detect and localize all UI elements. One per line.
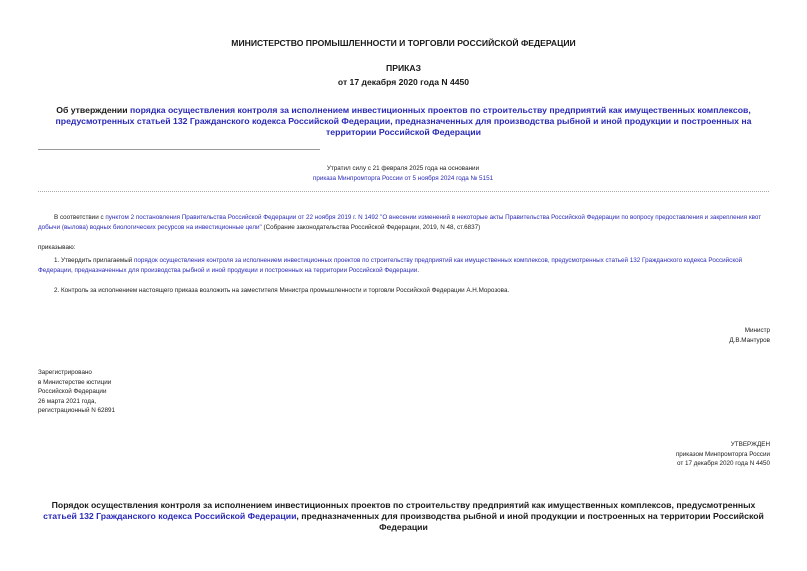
- item-1-paragraph: [38, 256, 770, 275]
- annex-title-part1: Порядок осуществления контроля за исполнением инвестиционных проектов по строительству предприятий как имущественных комплексов, предусмотренных: [51, 500, 756, 510]
- doc-date-number: от 17 декабря 2020 года N 4450: [337, 77, 470, 87]
- signature-name: Д.В.Мантуров: [729, 337, 770, 344]
- registration-line: в Министерстве юстиции: [38, 378, 112, 386]
- registration-line: Зарегистрировано: [38, 369, 92, 376]
- status-link[interactable]: приказа Минпромторга России от 5 ноября 2024 года № 5151: [312, 175, 494, 182]
- preamble-link[interactable]: пунктом 2 постановления Правительства Российской Федерации от 22 ноября 2019 г. N 1492 "О внесении изменений в некоторые акты Правительства Российской Федерации по вопросу предоставления и закрепления квот добычи (вылова) водных биологических ресурсов на инвестиционные цели": [38, 214, 762, 231]
- short-divider: [38, 149, 320, 150]
- order-word: приказываю:: [38, 244, 76, 251]
- ministry-header: МИНИСТЕРСТВО ПРОМЫШЛЕННОСТИ И ТОРГОВЛИ РОССИЙСКОЙ ФЕДЕРАЦИИ: [231, 38, 576, 48]
- signature-position: Министр: [744, 327, 770, 334]
- preamble-paragraph: [38, 213, 770, 232]
- registration-line: Российской Федерации: [38, 388, 107, 396]
- item1-prefix: 1. Утвердить прилагаемый: [54, 257, 135, 264]
- doc-type: ПРИКАЗ: [386, 63, 421, 73]
- approved-block: [540, 440, 770, 469]
- approved-line: от 17 декабря 2020 года N 4450: [676, 460, 770, 468]
- item1-suffix: .: [417, 266, 420, 274]
- annex-title-part2: , предназначенных для производства рыбной и иной продукции и построенных на территории Российской Федерации: [296, 511, 764, 532]
- status-line: Утратил силу с 21 февраля 2025 года на основании: [326, 165, 480, 172]
- annex-title-link[interactable]: статьей 132 Гражданского кодекса Российской Федерации: [43, 511, 297, 521]
- registration-line: регистрационный N 62891: [38, 407, 116, 415]
- approved-line: УТВЕРЖДЕН: [730, 441, 770, 448]
- preamble-suffix: (Собрание законодательства Российской Федерации, 2019, N 48, ст.6837): [261, 223, 481, 231]
- registration-block: [38, 368, 115, 416]
- registration-line: 26 марта 2021 года,: [38, 397, 97, 405]
- title-prefix: Об утверждении: [56, 105, 131, 115]
- item1-link[interactable]: порядок осуществления контроля за исполнением инвестиционных проектов по строительству предприятий как имущественных комплексов, предусмотренных статьей 132 Гражданского кодекса Российской Федерации, предназначенных для производства рыбной и иной продукции и построенных на территории Российской Федерации: [38, 257, 743, 274]
- dotted-divider: [38, 191, 769, 192]
- approved-line: приказом Минпромторга России: [675, 450, 770, 458]
- annex-title: [40, 500, 767, 533]
- title-link[interactable]: порядка осуществления контроля за исполнением инвестиционных проектов по строительству предприятий как имущественных комплексов, предусмотренных статьей 132 Гражданского кодекса Российской Федерации, предназначенных для производства рыбной и иной продукции и построенных на территории Российской Федерации: [55, 105, 752, 137]
- item-2-paragraph: 2. Контроль за исполнением настоящего приказа возложить на заместителя Министра промышленности и торговли Российской Федерации А.Н.Морозова.: [54, 287, 510, 294]
- document-title: [40, 105, 767, 138]
- preamble-prefix: В соответствии с: [54, 214, 106, 221]
